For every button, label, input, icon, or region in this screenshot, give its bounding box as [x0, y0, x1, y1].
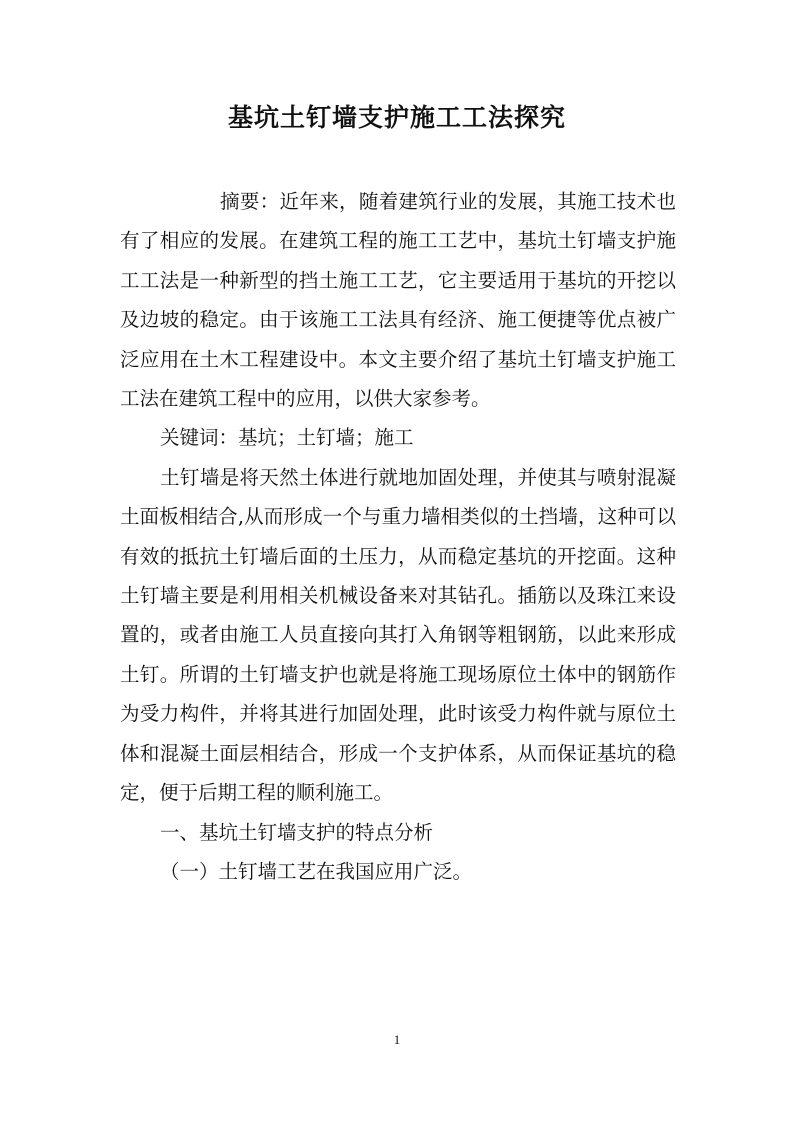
document-title: 基坑土钉墙支护施工工法探究 — [227, 103, 566, 132]
page-number: 1 — [393, 1032, 401, 1047]
body-paragraph: 土钉墙是将天然土体进行就地加固处理，并使其与喷射混凝土面板相结合,从而形成一个与重力墙相类似的土挡墙，这种可以有效的抵抗土钉墙后面的土压力，从而稳定基坑的开挖面。这种土钉墙主要是利用相关机械设备来对其钻孔。插筋以及珠江来设置的，或者由施工人员直接向其打入角钢等粗钢筋，以此来形成土钉。所谓的土钉墙支护也就是将施工现场原位土体中的钢筋作为受力构件，并将其进行加固处理，此时该受力构件就与原位土体和混凝土面层相结合，形成一个支护体系，从而保证基坑的稳定，便于后期工程的顺利施工。 — [120, 465, 676, 805]
document-body — [120, 182, 676, 891]
section-heading: 一、基坑土钉墙支护的特点分析 — [160, 820, 434, 844]
abstract-paragraph: 摘要：近年来，随着建筑行业的发展，其施工技术也有了相应的发展。在建筑工程的施工工艺中，基坑土钉墙支护施工工法是一种新型的挡土施工工艺，它主要适用于基坑的开挖以及边坡的稳定。由于该施工工法具有经济、施工便捷等优点被广泛应用在土木工程建设中。本文主要介绍了基坑土钉墙支护施工工法在建筑工程中的应用，以供大家参考。 — [120, 190, 676, 411]
keywords-line: 关键词：基坑；土钉墙；施工 — [160, 426, 414, 450]
subsection-heading: （一）土钉墙工艺在我国应用广泛。 — [160, 859, 473, 883]
